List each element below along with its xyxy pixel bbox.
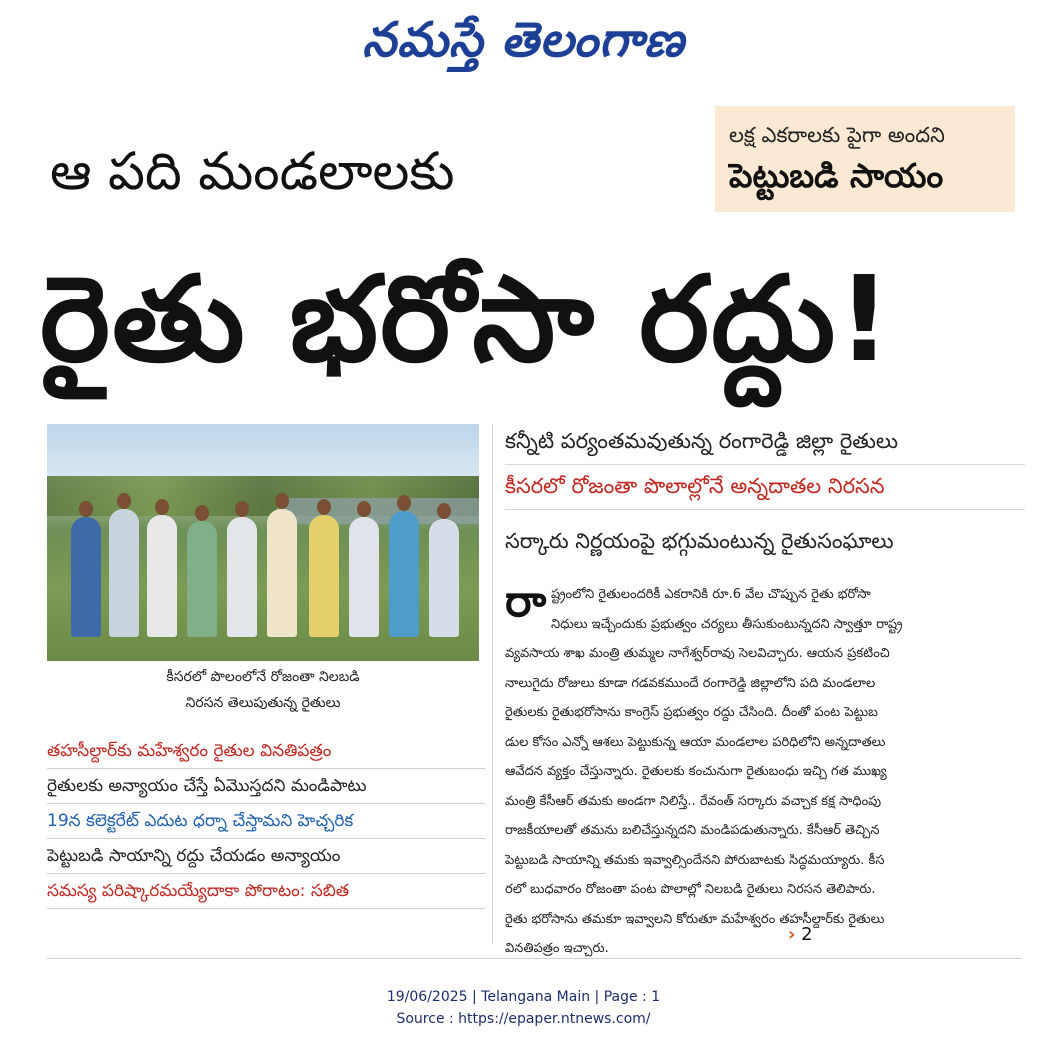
chevron-right-icon: ›	[788, 924, 796, 945]
footer-edition-info: 19/06/2025 | Telangana Main | Page : 1	[386, 989, 661, 1005]
subhead: కీసరలో రోజంతా పొలాల్లోనే అన్నదాతల నిరసన	[505, 465, 1025, 510]
body-line: నిధులు ఇచ్చేందుకు ప్రభుత్వం చర్యలు తీసుకుంటున్నదని స్వాత్తూ రాష్ట్ర	[551, 616, 903, 632]
body-line: రాజకీయాలతో తమను బలిచేస్తున్నదని మండిపడుతున్నారు. కేసీఆర్ తెచ్చిన	[505, 823, 880, 838]
body-line: రైతులకు రైతుభరోసాను కాంగ్రెస్ ప్రభుత్వం రద్దు చేసింది. దీంతో పంట పెట్టుబ	[505, 705, 878, 720]
photo-person	[227, 517, 257, 637]
main-headline: రైతు భరోసా రద్దు!	[40, 250, 894, 388]
highlight-box-line2: పెట్టుబడి సాయం	[729, 156, 944, 195]
photo-person	[187, 521, 217, 637]
continued-on-page[interactable]	[788, 924, 813, 945]
footer-divider	[47, 958, 1022, 959]
photo-person	[349, 517, 379, 637]
body-line: రలో బుధవారం రోజంతా పంట పొలాల్లో నిలబడి రైతులు నిరసన తెలిపారు.	[505, 882, 876, 897]
body-line: పెట్టుబడి సాయాన్ని తమకు ఇవ్వాల్సిందేనని పోరుబాటకు సిద్ధమయ్యారు. కీస	[505, 852, 885, 868]
list-item: సమస్య పరిష్కారమయ్యేదాకా పోరాటం: సబిత	[47, 874, 485, 909]
photo-person	[309, 515, 339, 637]
list-item: తహసీల్దార్‌కు మహేశ్వరం రైతుల వినతిపత్రం	[47, 734, 485, 769]
list-item: 19న కలెక్టరేట్ ఎదుట ధర్నా చేస్తామని హెచ్చరిక	[47, 804, 485, 839]
list-item: పెట్టుబడి సాయాన్ని రద్దు చేయడం అన్యాయం	[47, 839, 485, 874]
highlight-box	[715, 106, 1015, 212]
photo-person	[389, 511, 419, 637]
photo-caption-line2: నిరసన తెలుపుతున్న రైతులు	[185, 695, 341, 711]
body-line: నాలుగైదు రోజులు కూడా గడవకముందే రంగారెడ్డి జిల్లాలోని పది మండలాల	[505, 675, 876, 691]
footer-source-link[interactable]: Source : https://epaper.ntnews.com/	[396, 1011, 651, 1027]
body-line: వ్యవసాయ శాఖ మంత్రి తుమ్మల నాగేశ్వర్‌రావు సెలవిచ్చారు. ఆయన ప్రకటించి	[505, 646, 890, 661]
headline-kicker: ఆ పది మండలాలకు	[50, 142, 455, 202]
photo-caption	[47, 664, 479, 716]
subhead: సర్కారు నిర్ణయంపై భగ్గుమంటున్న రైతుసంఘాలు	[505, 529, 894, 553]
continued-page-number: 2	[801, 924, 813, 945]
highlight-box-line1: లక్ష ఎకరాలకు పైగా అందని	[729, 123, 945, 147]
column-divider	[492, 424, 493, 944]
body-line: డుల కోసం ఎన్నో ఆశలు పెట్టుకున్న ఆయా మండలాల పరిధిలోని అన్నదాతలు	[505, 734, 886, 750]
photo-person	[147, 515, 177, 637]
photo-caption-line1: కీసరలో పొలంలోనే రోజంతా నిలబడి	[166, 669, 360, 685]
page-footer	[0, 986, 1047, 1030]
photo-person	[109, 509, 139, 637]
masthead-title: నమస్తే తెలంగాణ	[362, 12, 685, 68]
subhead: కన్నీటి పర్యంతమవుతున్న రంగారెడ్డి జిల్లా రైతులు	[505, 420, 1025, 465]
body-line: ష్ట్రంలోని రైతులందరికీ ఎకరానికి రూ.6 వేల చొప్పున రైతు భరోసా	[551, 587, 871, 602]
photo-person	[71, 517, 101, 637]
left-highlights-list	[47, 734, 485, 909]
article-body	[505, 576, 1025, 964]
photo-person	[429, 519, 459, 637]
body-line: వినతిపత్రం ఇచ్చారు.	[505, 941, 609, 956]
body-line: ఆవేదన వ్యక్తం చేస్తున్నారు. రైతులకు కంచునుగా రైతుబంధు ఇచ్చి గత ముఖ్య	[505, 764, 887, 779]
subheadings	[505, 420, 1025, 564]
list-item: రైతులకు అన్యాయం చేస్తే ఏమొస్తదని మండిపాటు	[47, 769, 485, 804]
drop-cap: రా	[505, 576, 547, 627]
photo-person	[267, 509, 297, 637]
body-line: రైతు భరోసాను తమకూ ఇవ్వాలని కోరుతూ మహేశ్వరం తహసీల్దార్‌కు రైతులు	[505, 911, 885, 927]
farmers-protest-photo	[47, 424, 479, 661]
body-line: మంత్రి కేసీఆర్ తమకు అండగా నిలిస్తే.. రేవంత్ సర్కారు వచ్చాక కక్ష సాధింపు	[505, 793, 882, 809]
